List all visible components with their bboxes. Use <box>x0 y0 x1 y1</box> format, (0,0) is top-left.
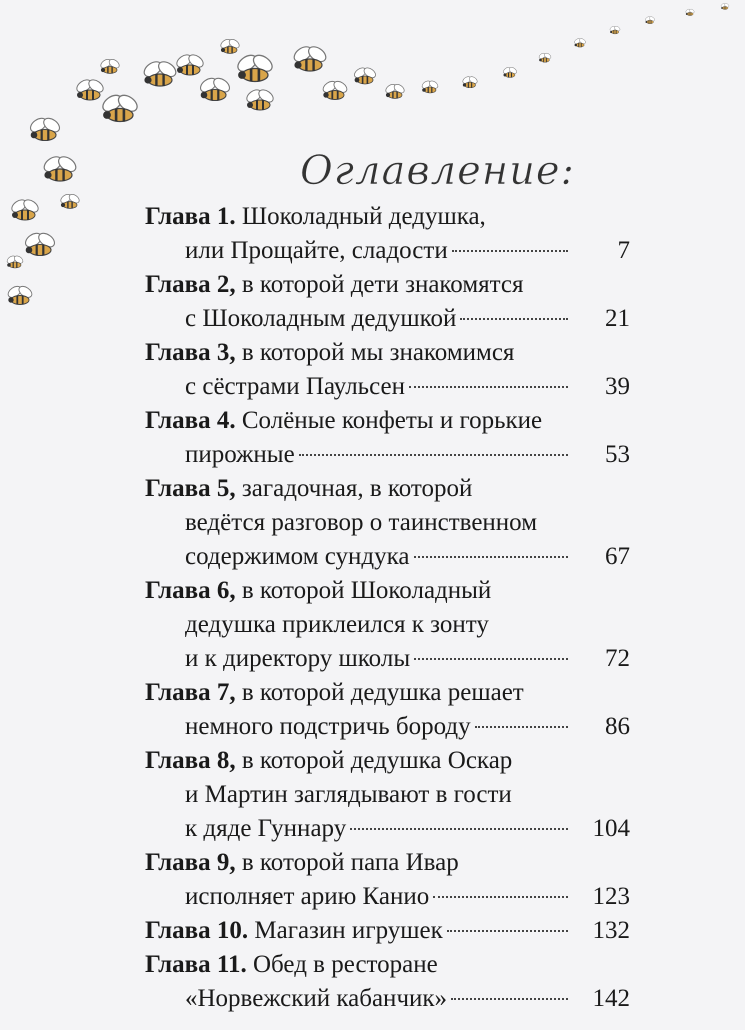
dot-leader <box>475 726 568 728</box>
bee-icon <box>59 193 81 209</box>
toc-line <box>145 336 630 370</box>
bee-icon <box>99 58 121 74</box>
chapter-title-text: или Прощайте, сладости <box>185 237 448 264</box>
toc-text <box>185 642 410 676</box>
dot-leader <box>409 386 568 388</box>
toc-text <box>145 914 443 948</box>
chapter-label: Глава 5, <box>145 475 236 502</box>
dot-leader <box>350 828 568 830</box>
bee-icon <box>141 59 178 86</box>
bee-icon <box>685 8 695 15</box>
toc-text <box>185 812 346 846</box>
chapter-title-text: немного подстричь бороду <box>185 713 471 740</box>
page-number: 142 <box>592 985 630 1012</box>
page-number: 86 <box>605 713 630 740</box>
page-number: 123 <box>592 883 630 910</box>
toc-text <box>185 611 489 638</box>
bee-icon <box>235 52 275 81</box>
toc-line <box>145 404 630 438</box>
toc-entry <box>145 846 630 914</box>
toc-entry <box>145 404 630 472</box>
toc-text <box>185 880 429 914</box>
bee-icon <box>75 77 106 100</box>
bee-icon <box>175 52 206 75</box>
toc-entry <box>145 744 630 846</box>
toc-text <box>185 302 456 336</box>
toc-line <box>145 846 630 880</box>
chapter-title-text: ведётся разговор о таинственном <box>185 509 538 536</box>
bee-icon <box>219 38 241 54</box>
page-number: 7 <box>617 237 630 264</box>
chapter-title-text: содержимом сундука <box>185 543 410 570</box>
chapter-label: Глава 2, <box>145 271 236 298</box>
toc-line <box>145 268 630 302</box>
dot-leader <box>414 556 569 558</box>
dot-leader <box>451 998 568 1000</box>
toc-line <box>145 812 630 846</box>
chapter-title-text: «Норвежский кабанчик» <box>185 985 448 1012</box>
toc-line <box>145 370 630 404</box>
toc-text <box>185 509 537 536</box>
bee-icon <box>462 75 479 87</box>
toc-text <box>145 577 491 604</box>
bee-icon <box>609 25 621 34</box>
chapter-title-text: с сёстрами Паульсен <box>185 373 405 400</box>
bee-icon <box>291 44 328 71</box>
chapter-title-text: Шоколадный дедушка, <box>241 203 486 230</box>
page-number: 67 <box>605 543 630 570</box>
toc-line <box>145 200 630 234</box>
toc-text <box>185 540 410 574</box>
chapter-title-text: в которой дедушка Оскар <box>241 747 513 774</box>
dot-leader <box>452 250 568 252</box>
bee-icon <box>538 52 552 62</box>
chapter-label: Глава 4. <box>145 407 236 434</box>
toc-text <box>185 781 512 808</box>
toc-text <box>185 982 447 1016</box>
chapter-label: Глава 3, <box>145 339 236 366</box>
page-number: 72 <box>605 645 630 672</box>
toc-line <box>145 506 630 540</box>
chapter-title-text: и Мартин заглядывают в гости <box>185 781 512 808</box>
bee-icon <box>6 254 25 268</box>
chapter-label: Глава 7, <box>145 679 236 706</box>
toc-line <box>145 914 630 948</box>
dot-leader <box>414 658 568 660</box>
toc-entry <box>145 268 630 336</box>
page-number: 53 <box>605 441 630 468</box>
bee-icon <box>353 66 378 84</box>
toc-entry <box>145 914 630 948</box>
chapter-title-text: в которой мы знакомимся <box>241 339 515 366</box>
chapter-title-text: исполняет арию Канио <box>185 883 430 910</box>
toc-text <box>145 203 486 230</box>
chapter-title-text: с Шоколадным дедушкой <box>185 305 457 332</box>
chapter-title-text: загадочная, в которой <box>241 475 473 502</box>
toc-text <box>145 679 524 706</box>
page-number: 39 <box>605 373 630 400</box>
chapter-label: Глава 10. <box>145 917 249 944</box>
chapter-label: Глава 6, <box>145 577 236 604</box>
page-number: 132 <box>592 917 630 944</box>
toc-text <box>145 951 438 978</box>
bee-icon <box>6 284 34 304</box>
dot-leader <box>299 454 568 456</box>
toc-line <box>145 676 630 710</box>
bee-icon <box>41 154 78 181</box>
bee-icon <box>10 197 41 220</box>
page-number: 104 <box>592 815 630 842</box>
toc-line <box>145 778 630 812</box>
chapter-title-text: дедушка приклеился к зонту <box>185 611 489 638</box>
toc-line <box>145 608 630 642</box>
chapter-title-text: и к директору школы <box>185 645 411 672</box>
chapter-title-text: к дяде Гуннару <box>185 815 347 842</box>
toc-line <box>145 982 630 1016</box>
toc-line <box>145 880 630 914</box>
toc-text <box>185 710 471 744</box>
toc-text <box>145 339 514 366</box>
page-number: 21 <box>605 305 630 332</box>
toc-text <box>145 849 459 876</box>
toc-entry <box>145 948 630 1016</box>
toc-line <box>145 472 630 506</box>
bee-icon <box>23 231 57 256</box>
chapter-title-text: в которой Шоколадный <box>241 577 492 604</box>
toc-line <box>145 574 630 608</box>
chapter-title-text: Магазин игрушек <box>254 917 443 944</box>
chapter-label: Глава 8, <box>145 747 236 774</box>
toc-line <box>145 710 630 744</box>
toc-entry <box>145 200 630 268</box>
chapter-title-text: в которой дедушка решает <box>241 679 524 706</box>
dot-leader <box>460 318 568 320</box>
chapter-label: Глава 9, <box>145 849 236 876</box>
toc-text <box>185 438 295 472</box>
bee-icon <box>720 3 729 10</box>
toc-line <box>145 438 630 472</box>
chapter-title-text: в которой дети знакомятся <box>241 271 524 298</box>
toc-line <box>145 234 630 268</box>
toc-text <box>185 370 405 404</box>
page-title: Оглавление: <box>300 148 576 194</box>
bee-icon <box>645 16 656 24</box>
chapter-title-text: пирожные <box>185 441 295 468</box>
toc-text <box>145 475 472 502</box>
toc-text <box>145 271 523 298</box>
toc-entry <box>145 472 630 574</box>
bee-icon <box>100 92 140 121</box>
toc-text <box>145 747 512 774</box>
chapter-title-text: Обед в ресторане <box>252 951 438 978</box>
toc-text <box>145 407 542 434</box>
bee-icon <box>321 79 349 99</box>
toc-text <box>185 234 448 268</box>
chapter-label: Глава 11. <box>145 951 247 978</box>
toc-line <box>145 744 630 778</box>
chapter-label: Глава 1. <box>145 203 236 230</box>
chapter-title-text: в которой папа Ивар <box>241 849 459 876</box>
table-of-contents <box>145 200 630 1016</box>
toc-line <box>145 302 630 336</box>
toc-entry <box>145 336 630 404</box>
bee-icon <box>28 116 62 141</box>
bee-icon <box>384 83 406 99</box>
chapter-title-text: Солёные конфеты и горькие <box>241 407 543 434</box>
toc-line <box>145 642 630 676</box>
bee-icon <box>574 38 587 48</box>
bee-icon <box>198 76 232 101</box>
bee-icon <box>502 66 517 77</box>
bee-icon <box>421 79 440 93</box>
dot-leader <box>433 896 568 898</box>
dot-leader <box>447 930 568 932</box>
toc-entry <box>145 676 630 744</box>
toc-line <box>145 540 630 574</box>
toc-line <box>145 948 630 982</box>
bee-icon <box>245 87 276 110</box>
toc-entry <box>145 574 630 676</box>
